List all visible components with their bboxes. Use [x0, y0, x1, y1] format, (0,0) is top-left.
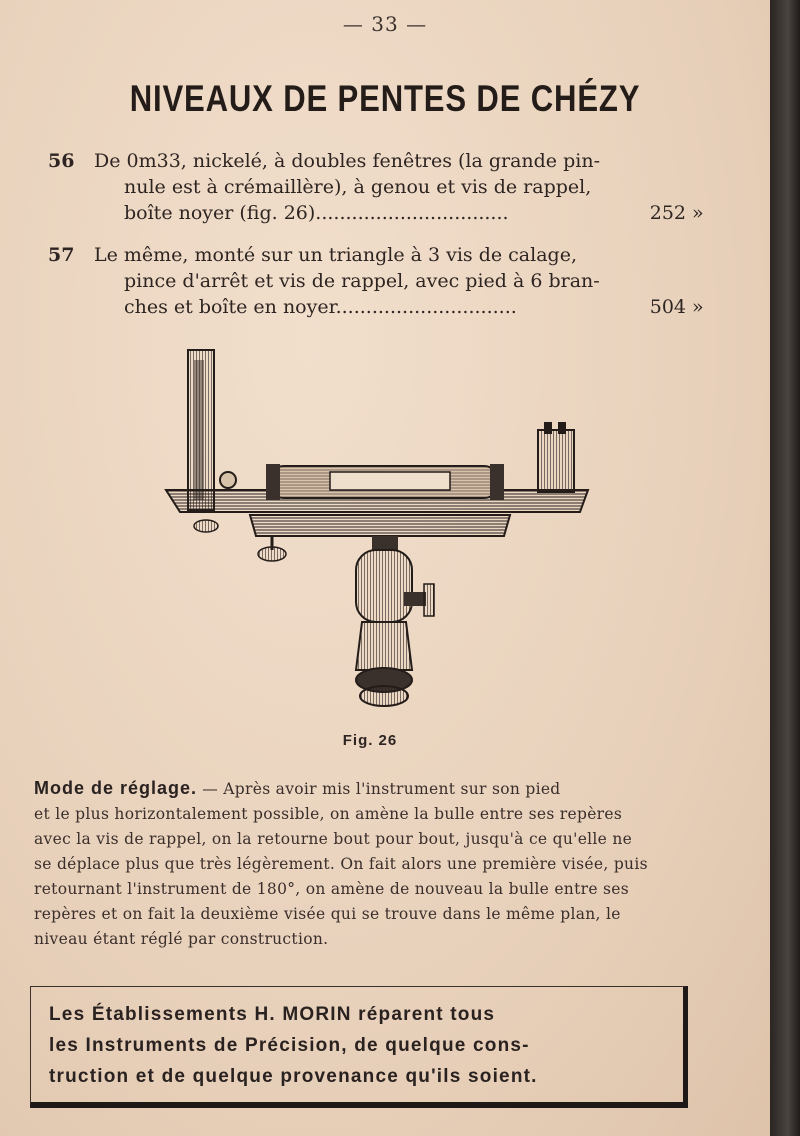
- level-instrument-illustration: [160, 340, 600, 720]
- item-number: 56: [48, 150, 75, 172]
- paragraph-line: repères et on fait la deuxième visée qui se trouve dans le même plan, le: [34, 905, 621, 923]
- repair-notice-text: [49, 999, 679, 1092]
- notice-line: truction et de quelque provenance qu'ils soient.: [49, 1066, 538, 1087]
- paragraph-line: avec la vis de rappel, on la retourne bout pour bout, jusqu'à ce qu'elle ne: [34, 830, 633, 848]
- notice-line: les Instruments de Précision, de quelque cons-: [49, 1035, 530, 1056]
- notice-line: Les Établissements H. MORIN réparent tous: [49, 1004, 496, 1025]
- paragraph-line: niveau étant réglé par construction.: [34, 930, 329, 948]
- item-line: De 0m33, nickelé, à doubles fenêtres (la grande pin-: [94, 150, 600, 172]
- price-mark: »: [692, 202, 704, 224]
- paragraph-line: retournant l'instrument de 180°, on amène de nouveau la bulle entre ses: [34, 880, 630, 898]
- adjustment-paragraph: [34, 776, 710, 952]
- item-description: [94, 148, 626, 226]
- paragraph-line: et le plus horizontalement possible, on amène la bulle entre ses repères: [34, 805, 623, 823]
- item-description: [94, 242, 626, 320]
- figure-caption: Fig. 26: [342, 732, 398, 749]
- item-line: ches et boîte en noyer..............................: [124, 296, 517, 318]
- book-spine: [770, 0, 800, 1136]
- paragraph-title: Mode de réglage.: [34, 778, 198, 798]
- repair-notice-box: [30, 986, 688, 1108]
- paragraph-line: se déplace plus que très légèrement. On fait alors une première visée, puis: [34, 855, 648, 873]
- page-title: NIVEAUX DE PENTES DE CHÉZY: [129, 78, 641, 119]
- item-number: 57: [48, 244, 75, 266]
- item-line: boîte noyer (fig. 26)................................: [124, 202, 509, 224]
- item-price: 252: [649, 202, 686, 224]
- item-line: nule est à crémaillère), à genou et vis de rappel,: [124, 176, 592, 198]
- page-number: — 33 —: [342, 12, 428, 36]
- paragraph-first-line: [34, 776, 710, 802]
- price-mark: »: [692, 296, 704, 318]
- paragraph-line: — Après avoir mis l'instrument sur son pied: [197, 780, 561, 798]
- item-price: 504: [649, 296, 686, 318]
- item-line: Le même, monté sur un triangle à 3 vis de calage,: [94, 244, 577, 266]
- item-line: pince d'arrêt et vis de rappel, avec pied à 6 bran-: [124, 270, 600, 292]
